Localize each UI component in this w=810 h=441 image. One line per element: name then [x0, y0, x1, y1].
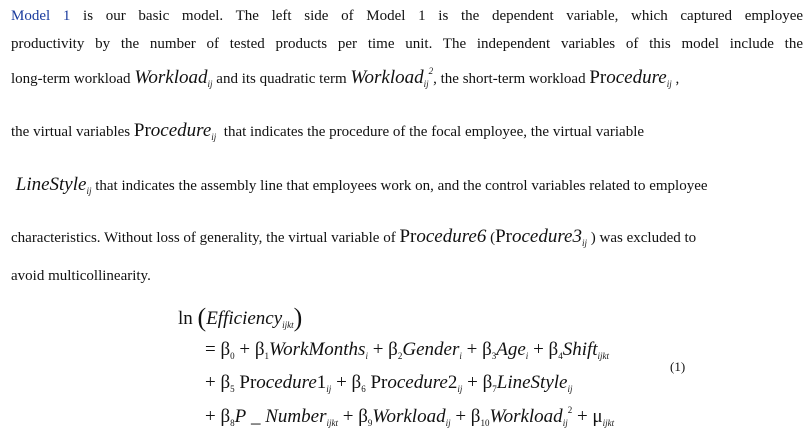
equation-line-3: + $\beta_8P$ _ Number$_{ijkt}$ + $\beta_9Workload_{ij}$ + $\beta_{10}Workload_{ij}^2 + \mu_{ijkt}$	[205, 405, 615, 428]
ln-operator: ln	[178, 308, 193, 329]
text: long-term workload	[11, 71, 131, 87]
procedure3-symbol: $Procedure3_{ij}$	[495, 226, 588, 248]
equation-number: (1)	[670, 359, 686, 374]
paren: (	[490, 230, 496, 246]
text: and its quadratic term	[216, 71, 347, 87]
text: was excluded to	[599, 230, 697, 246]
procedure6-symbol: Procedure6	[399, 226, 487, 247]
text: ,	[675, 71, 680, 87]
text-line-1	[11, 8, 803, 25]
text-line-4	[11, 120, 803, 142]
text: that indicates the procedure of the focal employee, the virtual variable	[223, 124, 645, 140]
equation-line-1: = $\beta_0$ + $\beta_1WorkMonths_i$ + $\beta_2Gender_i + \beta_3Age_i$ + $\beta_4Shift_{ijkt}$	[205, 339, 610, 361]
text-line-2	[11, 36, 803, 53]
text-line-5	[11, 174, 708, 196]
text-line-7	[11, 268, 151, 285]
equation-lhs: ln (Efficiency$_{ijkt}$)	[178, 303, 303, 332]
text: , the short-term workload	[433, 71, 586, 87]
workload-symbol: Workload$_{ij}$	[134, 67, 213, 89]
paren: )	[590, 230, 596, 246]
procedure-symbol: Procedure$_{ij}$	[133, 120, 217, 142]
procedure-symbol: Procedure$_{ij}$	[589, 67, 672, 89]
efficiency-symbol: Efficiency$_{ijkt}$	[206, 308, 294, 330]
text: avoid multicollinearity.	[11, 268, 151, 284]
text: characteristics. Without loss of generality, the virtual variable of	[11, 230, 396, 246]
text-line-6	[11, 226, 696, 248]
text-line-3	[11, 66, 679, 89]
text: is our basic model. The left side of Model 1 is the dependent variable, which captured employee	[83, 8, 804, 24]
workload-squared-symbol: Workload$_{ij}^2$	[350, 66, 434, 89]
text: that indicates the assembly line that employees work on, and the control variables related to employee	[95, 178, 708, 194]
model-link[interactable]: Model 1	[11, 8, 71, 24]
linestyle-symbol: LineStyle$_{ij}$	[15, 174, 92, 196]
equation-line-2: + $\beta_5$ $Procedure1_{ij} + \beta_6$ $Procedure2_{ij}$ + $\beta_7LineStyle_{ij}$	[205, 372, 573, 394]
text: productivity by the number of tested products per time unit. The independent variables of this model include the	[11, 36, 803, 52]
text: the virtual variables	[11, 124, 131, 140]
